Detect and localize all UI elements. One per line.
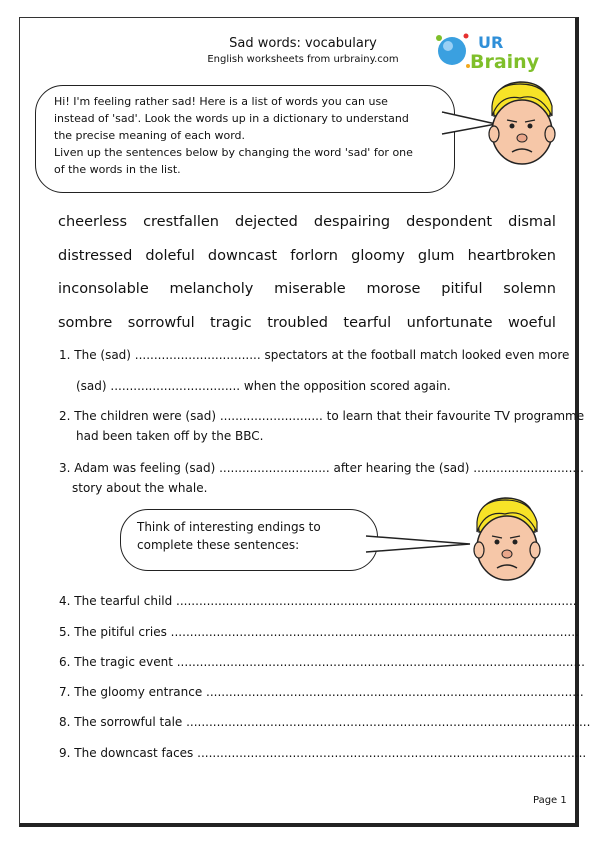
sentence-3: 3. Adam was feeling (sad) ............................. after hearing the (sad) ............................. <box>59 461 584 475</box>
vocab-word: troubled <box>267 315 328 331</box>
intro-line: Hi! I'm feeling rather sad! Here is a list of words you can use <box>54 95 388 108</box>
vocab-word: morose <box>366 281 421 297</box>
vocab-word: tragic <box>210 315 252 331</box>
vocab-word: sombre <box>58 315 113 331</box>
prompt-line: Think of interesting endings to <box>137 520 321 534</box>
intro-line: instead of 'sad'. Look the words up in a dictionary to understand <box>54 112 409 125</box>
word-row-4 <box>58 315 556 331</box>
sentence-2: 2. The children were (sad) ........................... to learn that their favourite TV programme <box>59 409 585 423</box>
sentence-2-cont: had been taken off by the BBC. <box>76 429 264 443</box>
vocab-word: forlorn <box>290 248 338 264</box>
logo-text-top: UR <box>478 33 504 52</box>
vocab-word: sorrowful <box>127 315 195 331</box>
ending-5: 5. The pitiful cries ........................................................................................................... <box>59 625 579 639</box>
vocab-word: glum <box>417 248 455 264</box>
vocab-word: despairing <box>313 214 391 230</box>
vocab-word: crestfallen <box>143 214 219 230</box>
vocab-word: unfortunate <box>406 315 493 331</box>
prompt-line: complete these sentences: <box>137 538 300 552</box>
urbrainy-logo <box>430 26 550 76</box>
vocab-word: solemn <box>503 281 556 297</box>
logo-text-bottom: Brainy <box>470 51 540 73</box>
bubble-tail <box>364 532 474 556</box>
sentence-1: 1. The (sad) ................................. spectators at the football match looked even more <box>59 348 570 362</box>
vocab-word: distressed <box>58 248 133 264</box>
sad-face-icon <box>465 492 545 592</box>
vocab-word: doleful <box>145 248 195 264</box>
ending-6: 6. The tragic event ........................................................................................................... <box>59 655 585 669</box>
ending-7: 7. The gloomy entrance ................................................................................................... <box>59 685 584 699</box>
vocab-word: pitiful <box>441 281 483 297</box>
sad-face-icon <box>480 76 560 176</box>
vocab-word: miserable <box>274 281 346 297</box>
prompt-speech-bubble <box>120 509 378 571</box>
ending-8: 8. The sorrowful tale .......................................................................................................... <box>59 715 591 729</box>
ending-4: 4. The tearful child ......................................................................................................... <box>59 594 577 608</box>
word-row-2 <box>58 248 556 264</box>
intro-speech-bubble <box>35 85 455 193</box>
vocab-word: inconsolable <box>58 281 149 297</box>
intro-line: Liven up the sentences below by changing the word 'sad' for one <box>54 146 413 159</box>
vocab-word: melancholy <box>169 281 254 297</box>
intro-line: of the words in the list. <box>54 163 181 176</box>
word-row-3 <box>58 281 556 297</box>
word-row-1 <box>58 214 556 230</box>
sentence-3-cont: story about the whale. <box>72 481 208 495</box>
sentence-1-cont: (sad) .................................. when the opposition scored again. <box>76 379 451 393</box>
vocab-word: woeful <box>507 315 556 331</box>
vocab-word: cheerless <box>58 214 128 230</box>
page-title: Sad words: vocabulary <box>229 36 377 51</box>
vocab-word: tearful <box>343 315 392 331</box>
ending-9: 9. The downcast faces ...................................................................................................... <box>59 746 587 760</box>
page-number: Page 1 <box>533 795 567 806</box>
vocab-word: heartbroken <box>467 248 556 264</box>
intro-line: the precise meaning of each word. <box>54 129 246 142</box>
page-subtitle: English worksheets from urbrainy.com <box>207 54 399 65</box>
logo-globe-icon <box>438 37 466 65</box>
vocab-word: downcast <box>207 248 278 264</box>
vocab-word: despondent <box>406 214 493 230</box>
vocab-word: gloomy <box>351 248 405 264</box>
vocab-word: dismal <box>508 214 556 230</box>
vocab-word: dejected <box>235 214 298 230</box>
